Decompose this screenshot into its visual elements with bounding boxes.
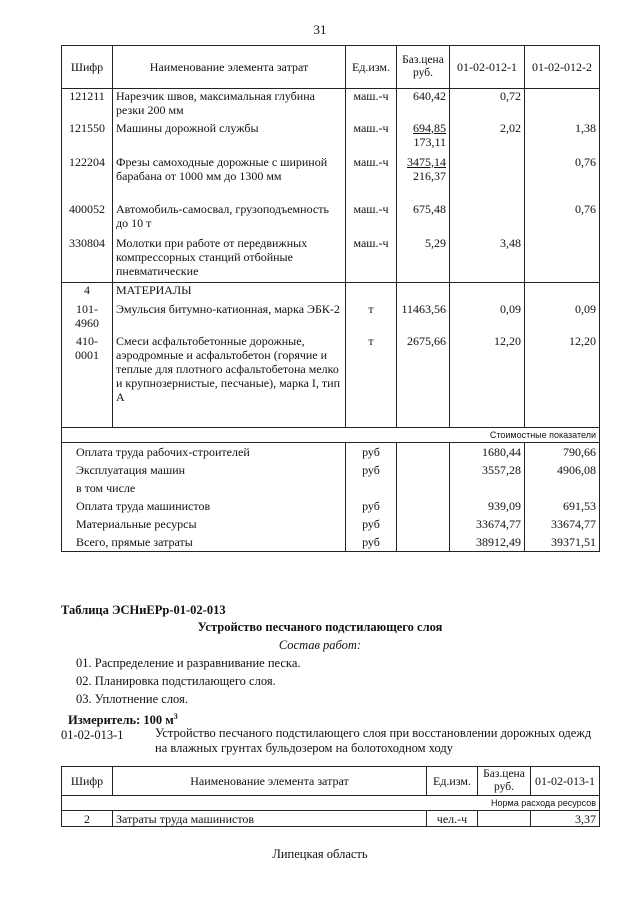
row-unit: маш.-ч xyxy=(346,202,397,236)
work-item: 02. Планировка подстилающего слоя. xyxy=(76,674,276,688)
row-price xyxy=(397,121,450,155)
header-col1: 01-02-013-1 xyxy=(531,767,600,796)
page-number: 31 xyxy=(313,22,327,37)
header-code: Шифр xyxy=(62,46,113,89)
meter-superscript: 3 xyxy=(173,712,178,721)
table-row xyxy=(62,302,600,334)
summary-value-2: 4906,08 xyxy=(525,461,600,479)
meter-text: Измеритель: 100 м xyxy=(68,713,174,728)
price-secondary: 173,11 xyxy=(413,134,446,149)
row-value-1: 12,20 xyxy=(450,334,525,428)
summary-value-2: 33674,77 xyxy=(525,515,600,533)
summary-value-2: 790,66 xyxy=(525,443,600,462)
empty-cell xyxy=(525,283,600,302)
summary-row xyxy=(62,443,600,462)
row-price: 640,42 xyxy=(397,89,450,121)
footer-region: Липецкая область xyxy=(272,847,368,861)
row-value-2: 0,76 xyxy=(525,202,600,236)
summary-value-2: 39371,51 xyxy=(525,533,600,552)
row-code: 121550 xyxy=(62,121,113,155)
empty-cell xyxy=(397,515,450,533)
header-price: Баз.цена руб. xyxy=(397,46,450,89)
summary-unit xyxy=(346,479,397,497)
empty-cell xyxy=(397,443,450,462)
row-price xyxy=(478,811,531,827)
table-row xyxy=(62,202,600,236)
table-header-row xyxy=(62,46,600,89)
row-name: Затраты труда машинистов xyxy=(113,811,427,827)
empty-cell xyxy=(397,497,450,515)
section-title: Устройство песчаного подстилающего слоя xyxy=(197,620,443,634)
item-description: Устройство песчаного подстилающего слоя при восстановлении дорожных одежд на влажных грунтах бульдозером на болотоходном ходу xyxy=(155,726,592,755)
table-row xyxy=(62,236,600,283)
row-unit: чел.-ч xyxy=(427,811,478,827)
summary-unit: руб xyxy=(346,443,397,462)
row-unit: маш.-ч xyxy=(346,236,397,283)
summary-unit: руб xyxy=(346,515,397,533)
header-name: Наименование элемента затрат xyxy=(113,46,346,89)
summary-row xyxy=(62,461,600,479)
resource-table-013 xyxy=(61,766,600,827)
summary-name: Оплата труда рабочих-строителей xyxy=(62,443,346,462)
cost-indicators-row xyxy=(62,428,600,443)
norm-label-row xyxy=(62,796,600,811)
table-row xyxy=(62,334,600,428)
row-value-1: 2,02 xyxy=(450,121,525,155)
row-code: 121211 xyxy=(62,89,113,121)
summary-value-1: 38912,49 xyxy=(450,533,525,552)
row-value-1 xyxy=(450,155,525,202)
summary-unit: руб xyxy=(346,497,397,515)
row-code: 122204 xyxy=(62,155,113,202)
summary-name: в том числе xyxy=(62,479,346,497)
summary-value-1: 3557,28 xyxy=(450,461,525,479)
resource-table-012 xyxy=(61,45,600,552)
row-price xyxy=(397,155,450,202)
row-value-2: 0,76 xyxy=(525,155,600,202)
header-name: Наименование элемента затрат xyxy=(113,767,427,796)
summary-value-1: 939,09 xyxy=(450,497,525,515)
row-name: Эмульсия битумно-катионная, марка ЭБК-2 xyxy=(113,302,346,334)
summary-value-2: 691,53 xyxy=(525,497,600,515)
empty-cell xyxy=(397,479,450,497)
header-col2: 01-02-012-2 xyxy=(525,46,600,89)
work-item: 01. Распределение и разравнивание песка. xyxy=(76,656,301,670)
summary-unit: руб xyxy=(346,461,397,479)
row-name: Смеси асфальтобетонные дорожные, аэродромные и асфальтобетон (горячие и теплые для плотного асфальтобетона мелко и крупнозернистые, песчаные), марка I, тип А xyxy=(113,334,346,428)
row-value-2: 0,09 xyxy=(525,302,600,334)
summary-name: Оплата труда машинистов xyxy=(62,497,346,515)
summary-name: Всего, прямые затраты xyxy=(62,533,346,552)
row-value-1: 3,48 xyxy=(450,236,525,283)
row-code: 410-0001 xyxy=(62,334,113,428)
price-main: 3475,14 xyxy=(407,154,446,169)
row-price: 2675,66 xyxy=(397,334,450,428)
row-unit: маш.-ч xyxy=(346,89,397,121)
summary-value-1 xyxy=(450,479,525,497)
table-row xyxy=(62,155,600,202)
summary-unit: руб xyxy=(346,533,397,552)
table-header-row xyxy=(62,767,600,796)
row-value-2 xyxy=(525,236,600,283)
empty-cell xyxy=(397,461,450,479)
work-composition-label: Состав работ: xyxy=(278,638,362,652)
summary-row xyxy=(62,533,600,552)
header-unit: Ед.изм. xyxy=(427,767,478,796)
section-name: МАТЕРИАЛЫ xyxy=(113,283,346,302)
row-value-2: 12,20 xyxy=(525,334,600,428)
row-code: 2 xyxy=(62,811,113,827)
row-unit: т xyxy=(346,302,397,334)
table-row xyxy=(62,89,600,121)
summary-row xyxy=(62,479,600,497)
table-row xyxy=(62,811,600,827)
row-code: 101-4960 xyxy=(62,302,113,334)
summary-row xyxy=(62,497,600,515)
row-value-1 xyxy=(450,202,525,236)
empty-cell xyxy=(346,283,397,302)
row-unit: маш.-ч xyxy=(346,155,397,202)
section-code: 4 xyxy=(62,283,113,302)
empty-cell xyxy=(397,283,450,302)
row-value-1: 0,09 xyxy=(450,302,525,334)
price-main: 694,85 xyxy=(413,120,446,135)
row-name: Машины дорожной службы xyxy=(113,121,346,155)
row-name: Молотки при работе от передвижных компрессорных станций отбойные пневматические xyxy=(113,236,346,283)
row-name: Автомобиль-самосвал, грузоподъемность до 10 т xyxy=(113,202,346,236)
work-item: 03. Уплотнение слоя. xyxy=(76,692,188,706)
cost-indicators-label: Стоимостные показатели xyxy=(62,428,600,443)
row-value-2: 1,38 xyxy=(525,121,600,155)
header-unit: Ед.изм. xyxy=(346,46,397,89)
row-name: Нарезчик швов, максимальная глубина резки 200 мм xyxy=(113,89,346,121)
row-name: Фрезы самоходные дорожные с шириной барабана от 1000 мм до 1300 мм xyxy=(113,155,346,202)
item-code: 01-02-013-1 xyxy=(61,728,124,742)
header-col1: 01-02-012-1 xyxy=(450,46,525,89)
row-price: 5,29 xyxy=(397,236,450,283)
table-title: Таблица ЭСНиЕРр-01-02-013 xyxy=(61,603,226,617)
row-code: 400052 xyxy=(62,202,113,236)
norm-label: Норма расхода ресурсов xyxy=(62,796,600,811)
header-code: Шифр xyxy=(62,767,113,796)
empty-cell xyxy=(397,533,450,552)
summary-value-1: 1680,44 xyxy=(450,443,525,462)
section-header-row xyxy=(62,283,600,302)
row-value-1: 3,37 xyxy=(531,811,600,827)
price-secondary: 216,37 xyxy=(413,168,446,183)
row-unit: т xyxy=(346,334,397,428)
header-price: Баз.цена руб. xyxy=(478,767,531,796)
summary-name: Эксплуатация машин xyxy=(62,461,346,479)
row-price: 675,48 xyxy=(397,202,450,236)
row-code: 330804 xyxy=(62,236,113,283)
summary-value-1: 33674,77 xyxy=(450,515,525,533)
row-value-2 xyxy=(525,89,600,121)
row-unit: маш.-ч xyxy=(346,121,397,155)
row-value-1: 0,72 xyxy=(450,89,525,121)
table-row xyxy=(62,121,600,155)
summary-value-2 xyxy=(525,479,600,497)
summary-name: Материальные ресурсы xyxy=(62,515,346,533)
row-price: 11463,56 xyxy=(397,302,450,334)
summary-row xyxy=(62,515,600,533)
empty-cell xyxy=(450,283,525,302)
